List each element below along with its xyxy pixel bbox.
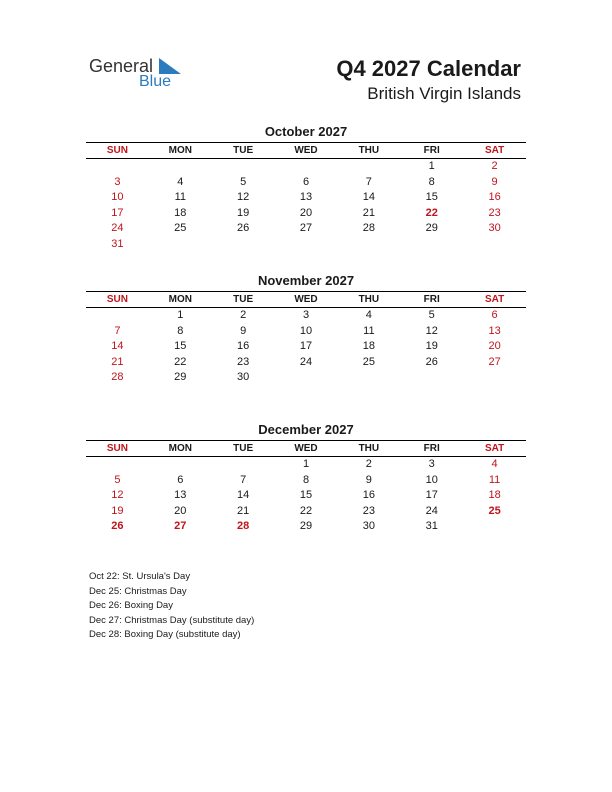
weekday-label: WED: [294, 443, 318, 454]
day-cell: 18: [362, 340, 375, 353]
logo-blue-text: Blue: [139, 73, 172, 90]
month-october: [86, 124, 526, 253]
day-cell: 9: [240, 324, 247, 337]
day-cell: 1: [177, 309, 184, 321]
day-cell: 20: [174, 504, 187, 517]
weekday-label: SAT: [484, 294, 505, 305]
day-cell: [212, 159, 275, 175]
day-cell: 16: [488, 191, 501, 204]
day-cell: 14: [362, 191, 375, 204]
day-cell: 11: [488, 473, 501, 486]
day-cell: 4: [177, 175, 184, 188]
day-cell: 5: [240, 175, 247, 188]
weekday-label: TUE: [233, 294, 254, 305]
day-cell: [463, 370, 526, 386]
weekday-label: SUN: [106, 443, 128, 454]
weekday-label: MON: [168, 294, 192, 305]
day-cell: 9: [491, 175, 498, 188]
holiday-item: Dec 25: Christmas Day: [89, 585, 187, 597]
week-row: [86, 473, 526, 489]
weekday-label: FRI: [423, 145, 440, 156]
holiday-item: Dec 26: Boxing Day: [89, 600, 173, 611]
weekday-label: SUN: [106, 145, 128, 156]
day-cell: 3: [302, 309, 310, 321]
day-cell: 10: [111, 191, 124, 204]
day-cell: 13: [174, 489, 187, 502]
week-row: [86, 221, 526, 237]
day-cell: 26: [237, 222, 250, 235]
day-cell: 25: [362, 355, 375, 368]
day-cell: 7: [240, 473, 247, 486]
day-cell: 3: [428, 458, 435, 470]
day-cell: 5: [114, 473, 121, 486]
day-cell: 15: [425, 191, 438, 204]
weekday-header: [86, 440, 526, 457]
day-cell: 19: [111, 504, 124, 517]
day-cell: [212, 457, 275, 473]
day-cell: [337, 237, 400, 253]
day-cell: 20: [488, 340, 501, 353]
weekday-label: TUE: [233, 443, 254, 454]
month-title: December 2027: [258, 422, 354, 437]
day-cell: 18: [174, 206, 187, 219]
weekday-label: FRI: [423, 443, 440, 454]
day-cell: [86, 308, 149, 324]
day-cell: 25: [488, 504, 501, 517]
day-cell: 14: [111, 340, 124, 353]
day-cell: 22: [174, 355, 187, 368]
day-cell: 17: [299, 340, 313, 353]
day-cell: [212, 237, 275, 253]
day-cell: 21: [111, 355, 124, 368]
month-title: November 2027: [257, 273, 355, 288]
day-cell: 30: [488, 222, 501, 235]
day-cell: 28: [111, 371, 124, 384]
week-row: [86, 519, 526, 535]
day-cell: 7: [114, 324, 121, 337]
day-cell: 13: [488, 324, 501, 337]
day-cell: 23: [362, 504, 375, 517]
weekday-label: MON: [168, 443, 192, 454]
day-cell: 29: [174, 371, 187, 384]
day-cell: 30: [362, 520, 375, 533]
day-cell: 10: [299, 324, 313, 337]
week-row: [86, 237, 526, 253]
day-cell: [463, 519, 526, 535]
day-cell: 4: [365, 309, 372, 321]
day-cell: 23: [237, 355, 250, 368]
day-cell: [275, 237, 338, 253]
day-cell: 31: [111, 237, 124, 250]
day-cell: 30: [237, 371, 250, 384]
day-cell: 20: [299, 206, 313, 219]
holiday-item: Oct 22: St. Ursula's Day: [89, 571, 191, 582]
weekday-label: WED: [294, 145, 318, 156]
day-cell: 24: [111, 222, 124, 235]
day-cell: 27: [174, 520, 187, 533]
day-cell: 14: [237, 489, 250, 502]
holiday-list: [89, 570, 254, 643]
day-cell: [149, 159, 212, 175]
day-cell: [463, 237, 526, 253]
day-cell: [86, 159, 149, 175]
day-cell: 6: [177, 473, 184, 486]
page-subtitle: British Virgin Islands: [367, 84, 521, 103]
week-row: [86, 308, 526, 324]
week-row: [86, 504, 526, 520]
weekday-header: [86, 142, 526, 159]
month-november: [86, 273, 526, 386]
month-december: [86, 422, 526, 535]
week-row: [86, 370, 526, 386]
day-cell: 2: [491, 160, 498, 172]
day-cell: 8: [428, 175, 435, 188]
weekday-label: THU: [358, 145, 380, 156]
day-cell: 11: [363, 324, 375, 337]
week-row: [86, 355, 526, 371]
day-cell: 22: [425, 206, 438, 219]
day-cell: 11: [174, 191, 186, 204]
day-cell: 9: [365, 473, 372, 486]
week-row: [86, 175, 526, 191]
day-cell: 29: [299, 520, 313, 533]
logo-general-text: General: [89, 56, 154, 76]
day-cell: 27: [488, 355, 501, 368]
day-cell: 13: [299, 191, 313, 204]
holiday-item: Dec 27: Christmas Day (substitute day): [89, 614, 255, 626]
holiday-item: Dec 28: Boxing Day (substitute day): [89, 629, 241, 640]
day-cell: 28: [362, 222, 375, 235]
day-cell: 24: [425, 504, 438, 517]
weekday-label: FRI: [423, 294, 440, 305]
day-cell: [149, 237, 212, 253]
day-cell: 21: [362, 206, 375, 219]
day-cell: 2: [240, 309, 247, 321]
day-cell: 21: [237, 504, 250, 517]
weekday-label: SAT: [484, 145, 505, 156]
day-cell: [149, 457, 212, 473]
day-cell: 31: [425, 520, 438, 533]
day-cell: 8: [302, 473, 310, 486]
day-cell: 26: [111, 520, 124, 533]
day-cell: [337, 159, 400, 175]
week-row: [86, 339, 526, 355]
week-row: [86, 159, 526, 175]
week-row: [86, 324, 526, 340]
day-cell: 8: [177, 324, 184, 337]
day-cell: [337, 370, 400, 386]
weekday-label: THU: [358, 443, 380, 454]
page-title: Q4 2027 Calendar: [336, 56, 521, 81]
day-cell: 15: [174, 340, 187, 353]
weekday-header: [86, 291, 526, 308]
weekday-label: MON: [168, 145, 192, 156]
day-cell: 12: [237, 191, 250, 204]
day-cell: 5: [428, 309, 435, 321]
weekday-label: SAT: [484, 443, 505, 454]
weekday-label: TUE: [233, 145, 254, 156]
day-cell: 16: [237, 340, 250, 353]
day-cell: 23: [488, 206, 501, 219]
logo: [89, 56, 189, 92]
day-cell: [275, 159, 338, 175]
day-cell: 28: [237, 520, 250, 533]
weekday-label: SUN: [106, 294, 128, 305]
weekday-label: THU: [358, 294, 380, 305]
day-cell: 6: [491, 309, 498, 321]
weekday-label: WED: [294, 294, 318, 305]
day-cell: 16: [362, 489, 375, 502]
day-cell: 25: [174, 222, 187, 235]
month-title: October 2027: [264, 124, 348, 139]
day-cell: 1: [428, 160, 435, 172]
day-cell: 15: [299, 489, 313, 502]
day-cell: 10: [425, 473, 438, 486]
day-cell: 4: [491, 458, 498, 470]
day-cell: 12: [425, 324, 438, 337]
day-cell: [400, 370, 463, 386]
week-row: [86, 190, 526, 206]
day-cell: 18: [488, 489, 501, 502]
day-cell: 19: [425, 340, 438, 353]
week-row: [86, 488, 526, 504]
day-cell: 7: [365, 175, 372, 188]
day-cell: 26: [425, 355, 438, 368]
day-cell: 12: [111, 489, 124, 502]
day-cell: 19: [237, 206, 250, 219]
day-cell: 17: [425, 489, 438, 502]
week-row: [86, 206, 526, 222]
week-row: [86, 457, 526, 473]
day-cell: 6: [302, 175, 310, 188]
day-cell: 17: [111, 206, 124, 219]
logo-flag-icon: [159, 58, 181, 74]
day-cell: [400, 237, 463, 253]
day-cell: [86, 457, 149, 473]
day-cell: 29: [425, 222, 438, 235]
day-cell: 24: [299, 355, 313, 368]
day-cell: 2: [365, 458, 372, 470]
day-cell: 1: [302, 458, 310, 470]
day-cell: 27: [299, 222, 313, 235]
day-cell: 22: [299, 504, 313, 517]
day-cell: 3: [114, 175, 121, 188]
day-cell: [275, 370, 338, 386]
